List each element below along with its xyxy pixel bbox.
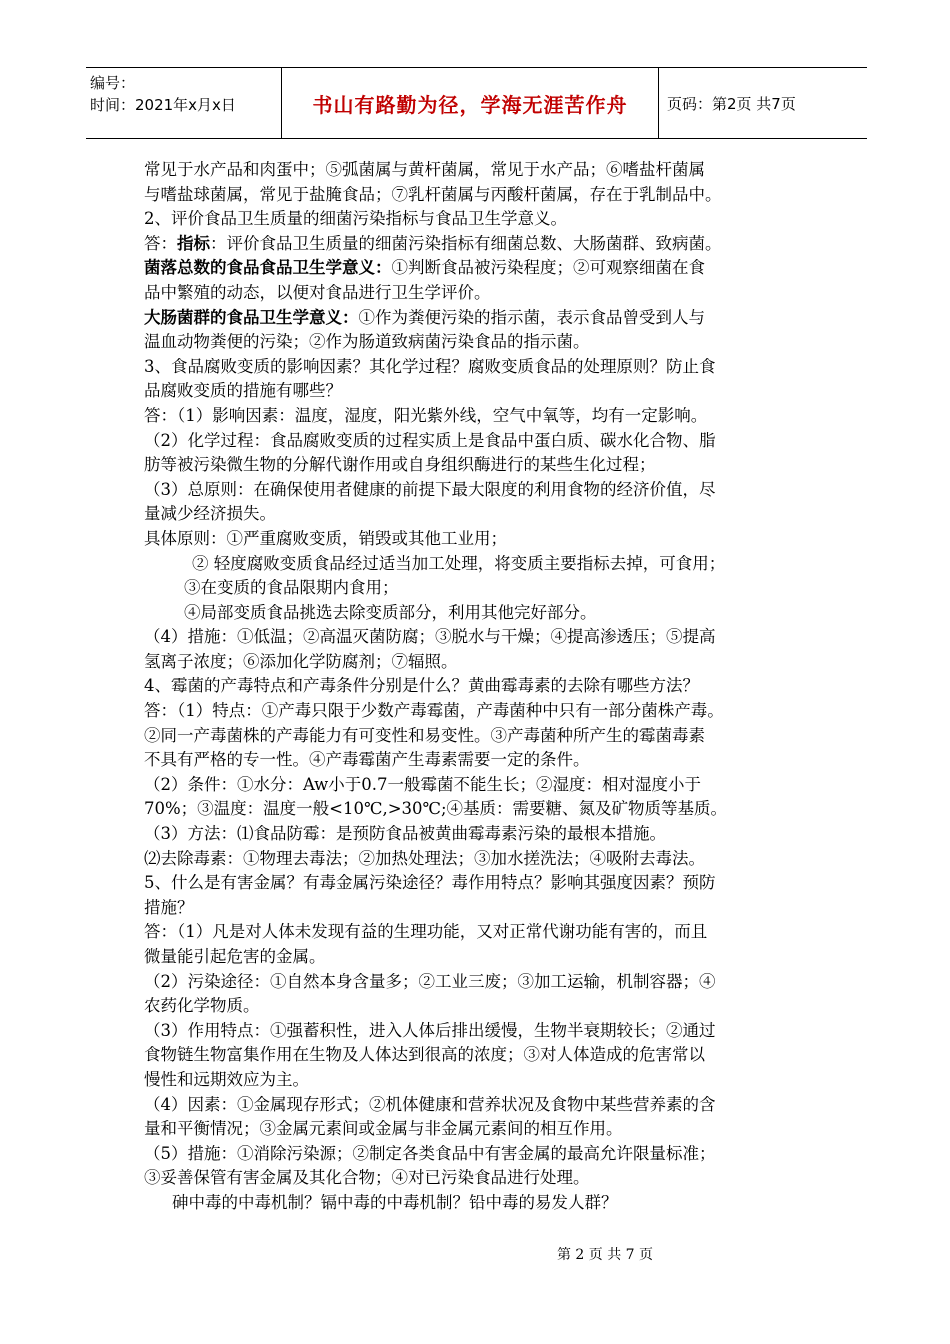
text-line xyxy=(144,699,824,724)
page-footer xyxy=(0,1244,950,1264)
line-text: （5）措施：①消除污染源；②制定各类食品中有害金属的最高允许限量标准； xyxy=(144,1143,716,1163)
line-text: 食物链生物富集作用在生物及人体达到很高的浓度；③对人体造成的危害常以 xyxy=(144,1045,705,1065)
line-text: 肪等被污染微生物的分解代谢作用或自身组织酶进行的某些生化过程； xyxy=(144,455,656,475)
text-line xyxy=(144,601,824,626)
text-line xyxy=(144,306,824,331)
text-line xyxy=(144,1019,824,1044)
line-text: 品中繁殖的动态，以便对食品进行卫生学评价。 xyxy=(144,282,491,302)
text-line xyxy=(144,1068,824,1093)
text-line xyxy=(144,281,824,306)
line-text: 答：（1）特点：①产毒只限于少数产毒霉菌，产毒菌种中只有一部分菌株产毒。 xyxy=(144,701,724,721)
text-line xyxy=(144,1093,824,1118)
line-text: （2）化学过程：食品腐败变质的过程实质上是食品中蛋白质、碳水化合物、脂 xyxy=(144,430,716,450)
line-text: （4）因素：①金属现存形式；②机体健康和营养状况及食物中某些营养素的含 xyxy=(144,1094,716,1114)
line-text: 措施？ xyxy=(144,897,194,917)
text-line xyxy=(144,429,824,454)
text-line xyxy=(144,724,824,749)
line-text: （4）措施：①低温；②高温灭菌防腐；③脱水与干燥；④提高渗透压；⑤提高 xyxy=(144,627,716,647)
line-text-rest: ①判断食品被污染程度；②可观察细菌在食 xyxy=(391,258,705,278)
text-line xyxy=(144,478,824,503)
text-line xyxy=(144,183,824,208)
text-line xyxy=(144,1117,824,1142)
text-line xyxy=(144,1191,824,1216)
line-text: ②同一产毒菌株的产毒能力有可变性和易变性。③产毒菌种所产生的霉菌毒素 xyxy=(144,725,705,745)
document-body xyxy=(144,158,824,1216)
line-text: （3）方法：⑴食品防霉：是预防食品被黄曲霉毒素污染的最根本措施。 xyxy=(144,824,666,844)
line-text: 常见于水产品和肉蛋中；⑤弧菌属与黄杆菌属，常见于水产品；⑥嗜盐杆菌属 xyxy=(144,160,705,179)
text-line xyxy=(144,797,824,822)
line-text: ③在变质的食品限期内食用； xyxy=(184,578,399,598)
text-line xyxy=(144,256,824,281)
line-text: ② 轻度腐败变质食品经过适当加工处理，将变质主要指标去掉，可食用； xyxy=(192,553,726,573)
text-line xyxy=(144,552,824,577)
line-text: 农药化学物质。 xyxy=(144,996,260,1016)
line-text: 5、什么是有害金属？有毒金属污染途径？毒作用特点？影响其强度因素？预防 xyxy=(144,873,716,893)
text-line xyxy=(144,379,824,404)
line-text: ⑵去除毒素：①物理去毒法；②加热处理法；③加水搓洗法；④吸附去毒法。 xyxy=(144,848,705,868)
bold-term: 大肠菌群的食品卫生学意义： xyxy=(144,307,359,327)
text-line xyxy=(144,920,824,945)
line-text: 氢离子浓度；⑥添加化学防腐剂；⑦辐照。 xyxy=(144,651,458,671)
line-text: 答：（1）凡是对人体未发现有益的生理功能，又对正常代谢功能有害的，而且 xyxy=(144,922,708,942)
line-text: 3、食品腐败变质的影响因素？其化学过程？腐败变质食品的处理原则？防止食 xyxy=(144,356,716,376)
text-line xyxy=(144,1142,824,1167)
line-text: ③妥善保管有害金属及其化合物；④对已污染食品进行处理。 xyxy=(144,1168,590,1188)
text-line xyxy=(144,502,824,527)
text-line xyxy=(144,453,824,478)
line-text: 70%；③温度：温度一般<10℃,>30℃;④基质：需要糖、氮及矿物质等基质。 xyxy=(144,799,728,819)
line-text: 砷中毒的中毒机制？镉中毒的中毒机制？铅中毒的易发人群？ xyxy=(172,1192,618,1212)
text-line xyxy=(144,847,824,872)
text-line xyxy=(144,970,824,995)
text-line xyxy=(144,822,824,847)
line-text: 量和平衡情况；③金属元素间或金属与非金属元素间的相互作用。 xyxy=(144,1119,623,1139)
text-line xyxy=(144,404,824,429)
line-text: 量减少经济损失。 xyxy=(144,504,276,524)
line-text-rest: ①作为粪便污染的指示菌，表示食品曾受到人与 xyxy=(358,307,705,327)
text-line xyxy=(144,871,824,896)
line-text: 慢性和远期效应为主。 xyxy=(144,1069,309,1089)
line-text: 答： xyxy=(144,233,177,253)
page-header xyxy=(86,67,867,139)
line-text: 4、霉菌的产毒特点和产毒条件分别是什么？黄曲霉毒素的去除有哪些方法？ xyxy=(144,676,699,696)
text-line xyxy=(144,748,824,773)
text-line xyxy=(144,650,824,675)
header-motto: 书山有路勤为径，学海无涯苦作舟 xyxy=(282,68,659,138)
header-meta xyxy=(86,68,282,138)
text-line xyxy=(144,232,824,257)
line-text: （2）条件：①水分：Aw小于0.7一般霉菌不能生长；②湿度：相对湿度小于 xyxy=(144,774,702,794)
text-line xyxy=(144,527,824,552)
text-line xyxy=(144,994,824,1019)
line-text: ④局部变质食品挑选去除变质部分，利用其他完好部分。 xyxy=(184,602,597,622)
bold-term: 菌落总数的食品食品卫生学意义： xyxy=(144,258,392,278)
line-text: 答：（1）影响因素：温度，湿度，阳光紫外线，空气中氧等，均有一定影响。 xyxy=(144,405,708,425)
text-line xyxy=(144,945,824,970)
number-label: 编号： xyxy=(90,74,136,92)
bold-term: 指标 xyxy=(177,233,210,253)
text-line xyxy=(144,1166,824,1191)
time-label: 时间：2021年x月x日 xyxy=(90,96,236,114)
text-line xyxy=(144,355,824,380)
text-line xyxy=(144,207,824,232)
text-line xyxy=(144,1043,824,1068)
line-text: 具体原则：①严重腐败变质，销毁或其他工业用； xyxy=(144,528,507,548)
text-line xyxy=(144,330,824,355)
text-line xyxy=(144,158,824,183)
line-text: 不具有严格的专一性。④产毒霉菌产生毒素需要一定的条件。 xyxy=(144,750,590,770)
line-text: 微量能引起危害的金属。 xyxy=(144,947,326,966)
line-text: 温血动物粪便的污染；②作为肠道致病菌污染食品的指示菌。 xyxy=(144,332,590,352)
text-line xyxy=(144,576,824,601)
text-line xyxy=(144,674,824,699)
line-text-rest: ：评价食品卫生质量的细菌污染指标有细菌总数、大肠菌群、致病菌。 xyxy=(210,233,722,253)
line-text: 与嗜盐球菌属，常见于盐腌食品；⑦乳杆菌属与丙酸杆菌属，存在于乳制品中。 xyxy=(144,184,722,204)
line-text: 品腐败变质的措施有哪些？ xyxy=(144,381,342,401)
line-text: （3）总原则：在确保使用者健康的前提下最大限度的利用食物的经济价值，尽 xyxy=(144,479,716,499)
line-text: 2、评价食品卫生质量的细菌污染指标与食品卫生学意义。 xyxy=(144,209,567,229)
footer-page-number: 第 2 页 共 7 页 xyxy=(556,1247,654,1263)
line-text: （2）污染途径：①自然本身含量多；②工业三废；③加工运输，机制容器；④ xyxy=(144,971,716,991)
line-text: （3）作用特点：①强蓄积性，进入人体后排出缓慢，生物半衰期较长；②通过 xyxy=(144,1020,716,1040)
text-line xyxy=(144,773,824,798)
header-page-label: 页码：第2页 共7页 xyxy=(667,94,796,113)
text-line xyxy=(144,896,824,921)
text-line xyxy=(144,625,824,650)
